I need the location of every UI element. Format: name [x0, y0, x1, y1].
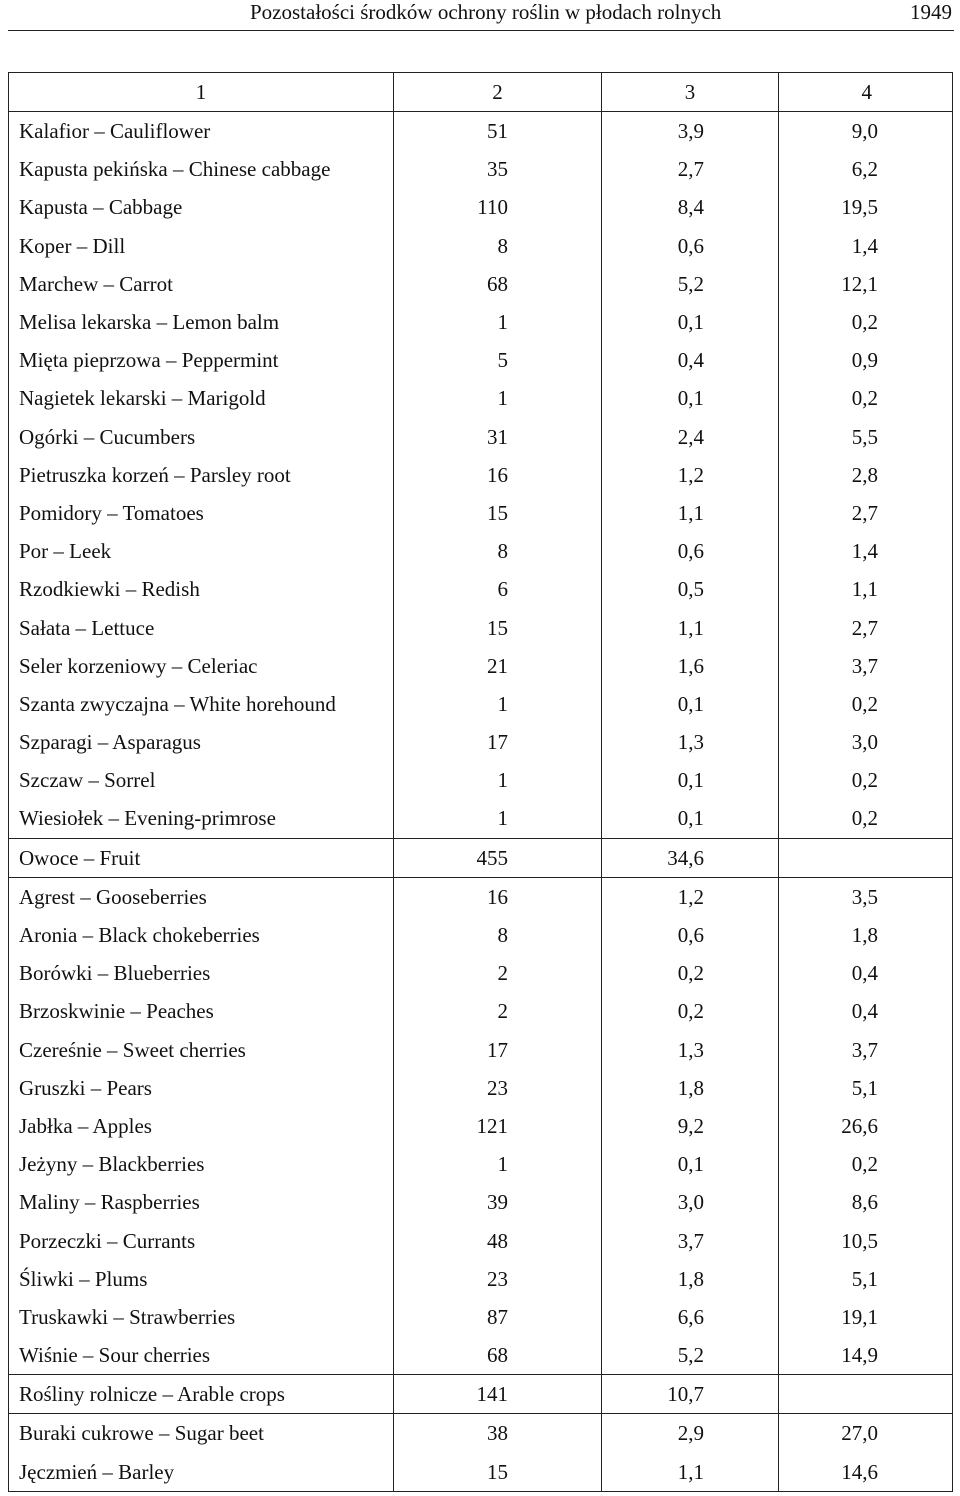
cell-col-4: 0,4: [779, 992, 953, 1030]
cell-col-4: 1,1: [779, 570, 953, 608]
cell-col-4: 2,7: [779, 494, 953, 532]
cell-col-3: 2,7: [602, 150, 779, 188]
cell-col-2: 5: [394, 341, 602, 379]
table-row: [9, 1336, 953, 1375]
table-row: [9, 1453, 953, 1492]
cell-col-3: 0,4: [602, 341, 779, 379]
cell-col-3: 0,1: [602, 379, 779, 417]
cell-col-3: 1,1: [602, 494, 779, 532]
cell-col-2: 15: [394, 1453, 602, 1492]
table-row: [9, 723, 953, 761]
cell-col-3: 0,2: [602, 992, 779, 1030]
table-row: [9, 916, 953, 954]
cell-col-4: 8,6: [779, 1183, 953, 1221]
row-label: Szanta zwyczajna – White horehound: [9, 685, 394, 723]
row-label: Aronia – Black chokeberries: [9, 916, 394, 954]
cell-col-2: 68: [394, 1336, 602, 1375]
row-label: Gruszki – Pears: [9, 1069, 394, 1107]
cell-col-4: 3,7: [779, 647, 953, 685]
cell-col-4: 10,5: [779, 1221, 953, 1259]
table-row: [9, 227, 953, 265]
cell-col-2: 48: [394, 1221, 602, 1259]
cell-col-3: 2,9: [602, 1414, 779, 1453]
table-row: [9, 608, 953, 646]
cell-col-3: 0,6: [602, 227, 779, 265]
row-label: Por – Leek: [9, 532, 394, 570]
cell-col-2: 2: [394, 954, 602, 992]
cell-col-2: 87: [394, 1298, 602, 1336]
cell-col-4: 0,2: [779, 379, 953, 417]
cell-col-4: 19,5: [779, 188, 953, 226]
cell-col-2: 1: [394, 379, 602, 417]
table-row: [9, 877, 953, 916]
table-row: [9, 303, 953, 341]
row-label: Szparagi – Asparagus: [9, 723, 394, 761]
cell-col-2: 6: [394, 570, 602, 608]
cell-col-3: 6,6: [602, 1298, 779, 1336]
cell-col-4: 26,6: [779, 1107, 953, 1145]
cell-col-3: 0,1: [602, 685, 779, 723]
table-row: [9, 379, 953, 417]
cell-col-3: 9,2: [602, 1107, 779, 1145]
cell-col-2: 68: [394, 265, 602, 303]
row-label: Jabłka – Apples: [9, 1107, 394, 1145]
row-label: Kapusta pekińska – Chinese cabbage: [9, 150, 394, 188]
table-row: [9, 1107, 953, 1145]
table-row: [9, 418, 953, 456]
row-label: Wiesiołek – Evening-primrose: [9, 799, 394, 838]
cell-col-2: 23: [394, 1069, 602, 1107]
row-label: Marchew – Carrot: [9, 265, 394, 303]
cell-col-3: 1,2: [602, 456, 779, 494]
row-label: Jęczmień – Barley: [9, 1453, 394, 1492]
cell-col-4: 3,0: [779, 723, 953, 761]
table-row: [9, 761, 953, 799]
row-label: Brzoskwinie – Peaches: [9, 992, 394, 1030]
cell-col-3: 0,6: [602, 532, 779, 570]
column-number-row: [9, 73, 953, 112]
table-row: [9, 1183, 953, 1221]
cell-col-3: 3,0: [602, 1183, 779, 1221]
table-row: [9, 494, 953, 532]
cell-col-2: 16: [394, 456, 602, 494]
row-label: Buraki cukrowe – Sugar beet: [9, 1414, 394, 1453]
table-row: [9, 532, 953, 570]
row-label: Ogórki – Cucumbers: [9, 418, 394, 456]
row-label: Jeżyny – Blackberries: [9, 1145, 394, 1183]
table-row: [9, 954, 953, 992]
row-label: Truskawki – Strawberries: [9, 1298, 394, 1336]
running-title: Pozostałości środków ochrony roślin w płodach rolnych: [250, 0, 722, 24]
cell-col-3: 1,2: [602, 877, 779, 916]
cell-col-4: 3,7: [779, 1031, 953, 1069]
table-row: [9, 992, 953, 1030]
cell-col-4: 2,7: [779, 608, 953, 646]
row-label: Kapusta – Cabbage: [9, 188, 394, 226]
cell-col-3: 8,4: [602, 188, 779, 226]
table-row: [9, 1221, 953, 1259]
row-label: Agrest – Gooseberries: [9, 877, 394, 916]
row-label: Pietruszka korzeń – Parsley root: [9, 456, 394, 494]
row-label: Czereśnie – Sweet cherries: [9, 1031, 394, 1069]
table-row: [9, 685, 953, 723]
header-rule: [8, 30, 954, 31]
table-row: [9, 1260, 953, 1298]
cell-col-2: 455: [394, 838, 602, 877]
cell-col-3: 34,6: [602, 838, 779, 877]
cell-col-3: 0,1: [602, 303, 779, 341]
table-row: [9, 456, 953, 494]
cell-col-4: 1,8: [779, 916, 953, 954]
cell-col-4: 1,4: [779, 532, 953, 570]
cell-col-2: 1: [394, 303, 602, 341]
cell-col-4: 12,1: [779, 265, 953, 303]
cell-col-3: 5,2: [602, 265, 779, 303]
cell-col-3: 0,1: [602, 1145, 779, 1183]
cell-col-4: [779, 838, 953, 877]
cell-col-3: 0,6: [602, 916, 779, 954]
row-label: Pomidory – Tomatoes: [9, 494, 394, 532]
cell-col-2: 23: [394, 1260, 602, 1298]
column-header: 3: [602, 73, 779, 112]
column-header: 2: [394, 73, 602, 112]
cell-col-3: 10,7: [602, 1375, 779, 1414]
cell-col-2: 38: [394, 1414, 602, 1453]
table-row: [9, 112, 953, 151]
cell-col-4: 0,9: [779, 341, 953, 379]
cell-col-4: 0,4: [779, 954, 953, 992]
cell-col-4: 14,6: [779, 1453, 953, 1492]
cell-col-2: 15: [394, 608, 602, 646]
row-label: Mięta pieprzowa – Peppermint: [9, 341, 394, 379]
table-row: [9, 1145, 953, 1183]
cell-col-2: 110: [394, 188, 602, 226]
page-number: 1949: [910, 0, 952, 24]
cell-col-4: 3,5: [779, 877, 953, 916]
table-row: [9, 265, 953, 303]
cell-col-4: 19,1: [779, 1298, 953, 1336]
cell-col-4: 9,0: [779, 112, 953, 151]
cell-col-4: [779, 1375, 953, 1414]
cell-col-2: 21: [394, 647, 602, 685]
cell-col-3: 0,5: [602, 570, 779, 608]
cell-col-4: 0,2: [779, 799, 953, 838]
cell-col-4: 6,2: [779, 150, 953, 188]
cell-col-3: 0,2: [602, 954, 779, 992]
cell-col-2: 16: [394, 877, 602, 916]
cell-col-2: 2: [394, 992, 602, 1030]
cell-col-4: 5,1: [779, 1069, 953, 1107]
table-row: [9, 1414, 953, 1453]
row-label: Borówki – Blueberries: [9, 954, 394, 992]
cell-col-3: 5,2: [602, 1336, 779, 1375]
cell-col-2: 8: [394, 227, 602, 265]
row-label: Koper – Dill: [9, 227, 394, 265]
row-label: Melisa lekarska – Lemon balm: [9, 303, 394, 341]
row-label: Sałata – Lettuce: [9, 608, 394, 646]
cell-col-4: 5,5: [779, 418, 953, 456]
cell-col-2: 17: [394, 1031, 602, 1069]
row-label: Seler korzeniowy – Celeriac: [9, 647, 394, 685]
cell-col-2: 15: [394, 494, 602, 532]
cell-col-2: 51: [394, 112, 602, 151]
cell-col-4: 14,9: [779, 1336, 953, 1375]
row-label: Rośliny rolnicze – Arable crops: [9, 1375, 394, 1414]
section-row: [9, 838, 953, 877]
cell-col-2: 1: [394, 761, 602, 799]
row-label: Śliwki – Plums: [9, 1260, 394, 1298]
cell-col-4: 0,2: [779, 761, 953, 799]
table-row: [9, 1031, 953, 1069]
cell-col-2: 1: [394, 1145, 602, 1183]
cell-col-4: 0,2: [779, 303, 953, 341]
column-header: 4: [779, 73, 953, 112]
table-row: [9, 799, 953, 838]
cell-col-4: 0,2: [779, 685, 953, 723]
cell-col-4: 0,2: [779, 1145, 953, 1183]
cell-col-4: 2,8: [779, 456, 953, 494]
cell-col-2: 1: [394, 685, 602, 723]
cell-col-3: 3,7: [602, 1221, 779, 1259]
column-header: 1: [9, 73, 394, 112]
row-label: Porzeczki – Currants: [9, 1221, 394, 1259]
cell-col-2: 35: [394, 150, 602, 188]
row-label: Rzodkiewki – Redish: [9, 570, 394, 608]
cell-col-3: 0,1: [602, 761, 779, 799]
cell-col-4: 5,1: [779, 1260, 953, 1298]
cell-col-2: 121: [394, 1107, 602, 1145]
cell-col-3: 0,1: [602, 799, 779, 838]
section-row: [9, 1375, 953, 1414]
row-label: Wiśnie – Sour cherries: [9, 1336, 394, 1375]
cell-col-3: 1,1: [602, 608, 779, 646]
page-header: [0, 0, 960, 32]
row-label: Maliny – Raspberries: [9, 1183, 394, 1221]
table-row: [9, 150, 953, 188]
table-row: [9, 341, 953, 379]
cell-col-3: 1,8: [602, 1069, 779, 1107]
row-label: Nagietek lekarski – Marigold: [9, 379, 394, 417]
cell-col-2: 1: [394, 799, 602, 838]
cell-col-3: 2,4: [602, 418, 779, 456]
table-row: [9, 647, 953, 685]
cell-col-3: 3,9: [602, 112, 779, 151]
table-row: [9, 188, 953, 226]
table-row: [9, 1298, 953, 1336]
cell-col-2: 141: [394, 1375, 602, 1414]
row-label: Szczaw – Sorrel: [9, 761, 394, 799]
cell-col-3: 1,3: [602, 1031, 779, 1069]
cell-col-2: 39: [394, 1183, 602, 1221]
residue-table: [8, 72, 953, 1492]
cell-col-2: 8: [394, 532, 602, 570]
table-row: [9, 1069, 953, 1107]
cell-col-4: 27,0: [779, 1414, 953, 1453]
cell-col-3: 1,8: [602, 1260, 779, 1298]
cell-col-3: 1,3: [602, 723, 779, 761]
cell-col-2: 17: [394, 723, 602, 761]
cell-col-4: 1,4: [779, 227, 953, 265]
table-body: [9, 73, 953, 1492]
row-label: Kalafior – Cauliflower: [9, 112, 394, 151]
cell-col-2: 31: [394, 418, 602, 456]
cell-col-3: 1,6: [602, 647, 779, 685]
cell-col-3: 1,1: [602, 1453, 779, 1492]
table-row: [9, 570, 953, 608]
row-label: Owoce – Fruit: [9, 838, 394, 877]
cell-col-2: 8: [394, 916, 602, 954]
